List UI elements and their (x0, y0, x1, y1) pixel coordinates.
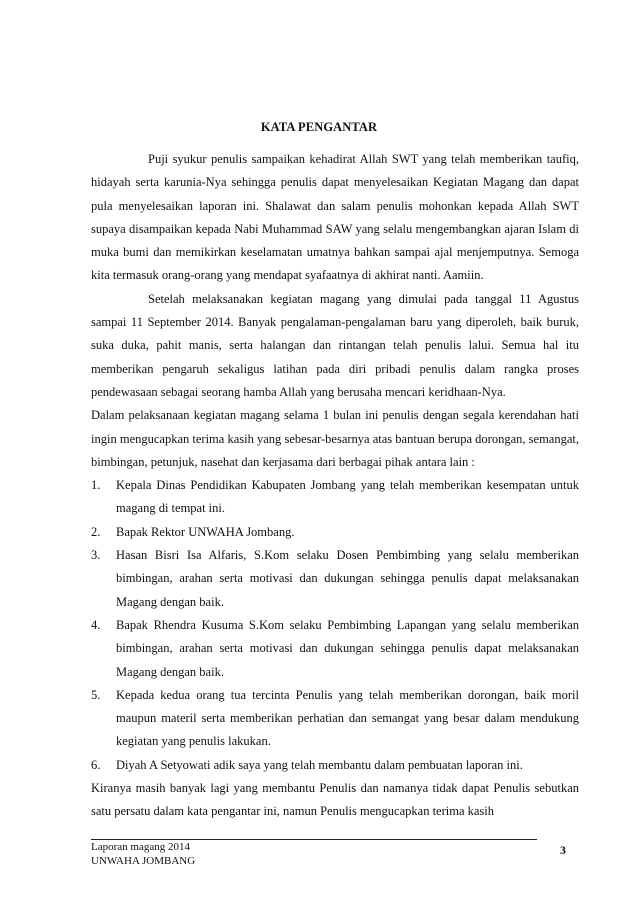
list-number: 6. (91, 757, 101, 772)
paragraph-closing: Kiranya masih banyak lagi yang membantu Penulis dan namanya tidak dapat Penulis sebutkan satu persatu dalam kata pengantar ini, namun Penulis mengucapkan terima kasih (91, 781, 579, 819)
list-text: Bapak Rhendra Kusuma S.Kom selaku Pembimbing Lapangan yang selalu memberikan bimbingan, arahan serta motivasi dan dukungan sehingga penulis dapat melaksanakan Magang dengan baik. (116, 617, 579, 679)
footer-info (91, 840, 195, 868)
document-body (91, 148, 579, 824)
list-item (91, 474, 579, 521)
list-number: 3. (91, 548, 101, 563)
page-title: KATA PENGANTAR (260, 120, 378, 134)
list-text: Hasan Bisri Isa Alfaris, S.Kom selaku Dosen Pembimbing yang selalu memberikan bimbingan, arahan serta motivasi dan dukungan sehingga penulis dapat melaksanakan Magang dengan baik. (116, 548, 579, 609)
page-number: 3 (560, 843, 566, 857)
list-text: Kepala Dinas Pendidikan Kabupaten Jombang yang telah memberikan kesempatan untuk magang di tempat ini. (116, 478, 579, 516)
paragraph-intro: Puji syukur penulis sampaikan kehadirat Allah SWT yang telah memberikan taufiq, hidayah serta karunia-Nya sehingga penulis dapat menyelesaikan Kegiatan Magang dan dapat pula menyelesaikan laporan ini. Shalawat dan salam penulis mohonkan kepada Allah SWT supaya disampaikan kepada Nabi Muhammad SAW yang selalu mengembangkan ajaran Islam di muka bumi dan memikirkan keselamatan umatnya bahkan sampai ajal menjemputnya. Semoga kita termasuk orang-orang yang mendapat syafaatnya di akhirat nanti. Aamiin. (91, 152, 579, 283)
list-number: 4. (91, 617, 101, 632)
list-text: Diyah A Setyowati adik saya yang telah membantu dalam pembuatan laporan ini. (116, 757, 523, 772)
list-item (91, 521, 579, 544)
list-number: 2. (91, 524, 101, 539)
list-item (91, 614, 579, 684)
list-text: Kepada kedua orang tua tercinta Penulis yang telah memberikan dorongan, baik moril maupun materil serta memberikan perhatian dan semangat yang besar dalam mendukung kegiatan yang penulis lakukan. (116, 687, 579, 749)
footer-institution: UNWAHA JOMBANG (91, 855, 196, 867)
paragraph-internship: Setelah melaksanakan kegiatan magang yang dimulai pada tanggal 11 Agustus sampai 11 September 2014. Banyak pengalaman-pengalaman baru yang diperoleh, baik buruk, suka duka, pahit manis, serta halangan dan rintangan telah penulis lalui. Semua hal itu memberikan pengaruh sekaligus latihan pada diri pribadi penulis dalam rangka proses pendewasaan sebagai seorang hamba Allah yang berusaha mencari keridhaan-Nya. (91, 291, 579, 399)
list-number: 1. (91, 478, 101, 493)
list-item (91, 754, 579, 777)
list-item (91, 684, 579, 754)
paragraph-thanks: Dalam pelaksanaan kegiatan magang selama 1 bulan ini penulis dengan segala kerendahan hati ingin mengucapkan terima kasih yang sebesar-besarnya atas bantuan berupa dorongan, semangat, bimbingan, petunjuk, nasehat dan kerjasama dari berbagai pihak antara lain : (91, 408, 579, 469)
list-text: Bapak Rektor UNWAHA Jombang. (116, 524, 295, 539)
list-item (91, 544, 579, 614)
footer-report-label: Laporan magang 2014 (91, 841, 190, 853)
list-number: 5. (91, 687, 101, 702)
acknowledgement-list (91, 474, 579, 777)
